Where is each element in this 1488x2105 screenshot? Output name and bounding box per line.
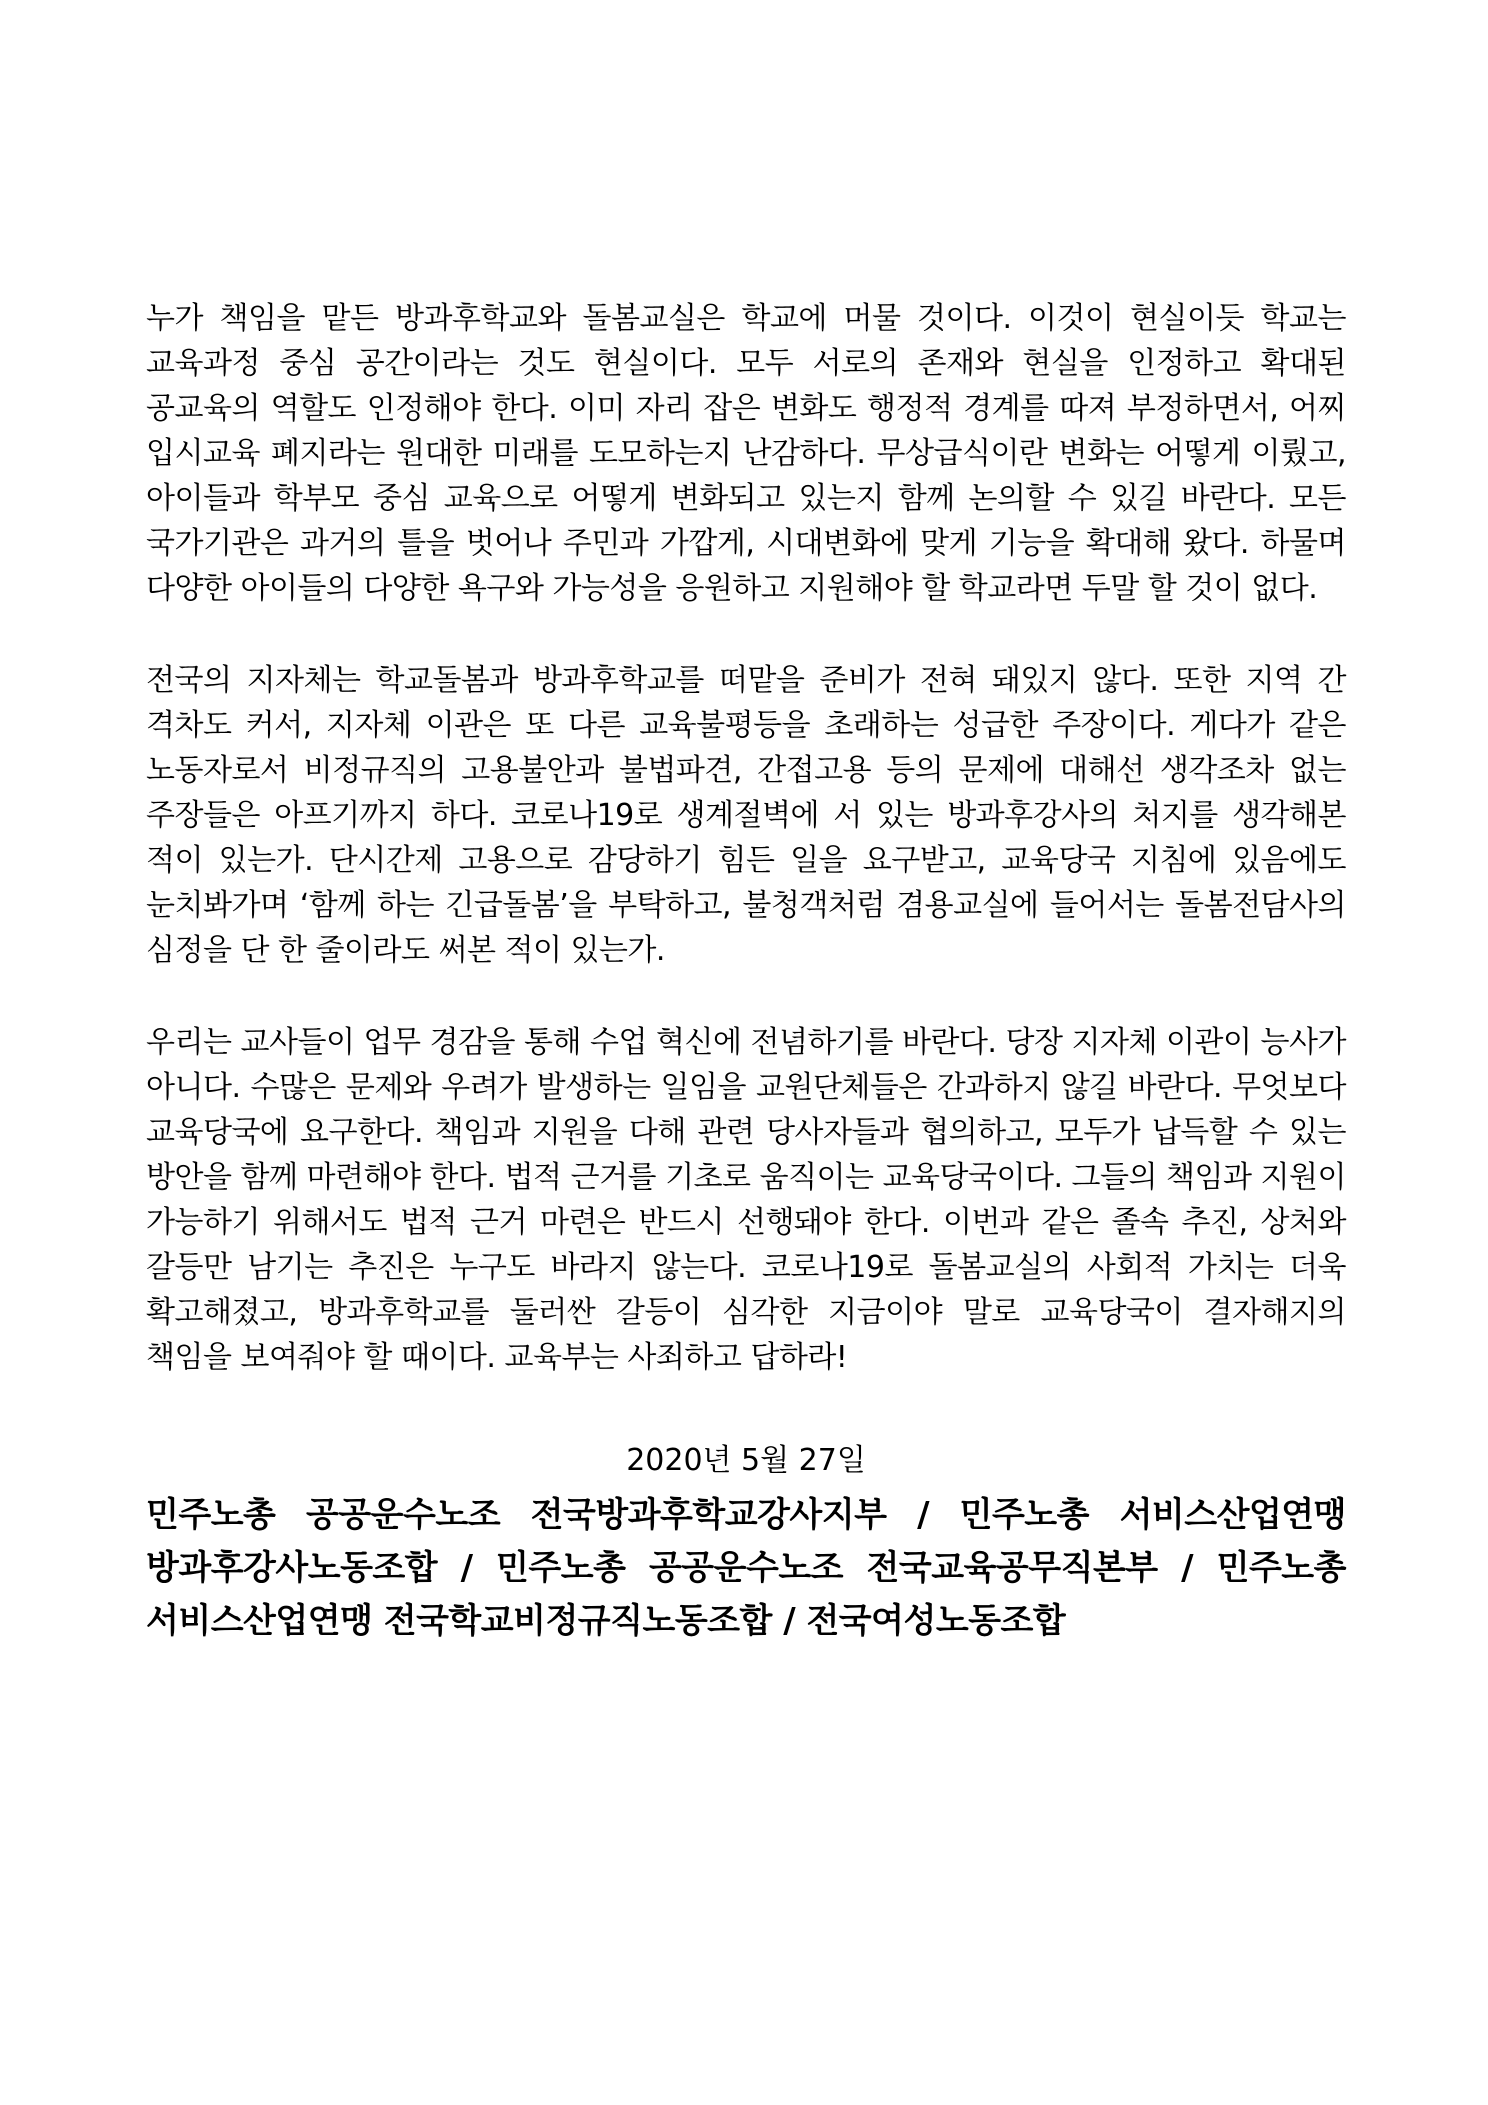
body-paragraph-2: 전국의 지자체는 학교돌봄과 방과후학교를 떠맡을 준비가 전혀 돼있지 않다. 또한 지역 간 격차도 커서, 지자체 이관은 또 다른 교육불평등을 초래하는 성급한 주장이다. 게다가 같은 노동자로서 비정규직의 고용불안과 불법파견, 간접고용 등의 문제에 대해선 생각조차 없는 주장들은 아프기까지 하다. 코로나19로 생계절벽에 서 있는 방과후강사의 처지를 생각해본 적이 있는가. 단시간제 고용으로 감당하기 힘든 일을 요구받고, 교육당국 지침에 있음에도 눈치봐가며 ‘함께 하는 긴급돌봄’을 부탁하고, 불청객처럼 겸용교실에 들어서는 돌봄전담사의 심정을 단 한 줄이라도 써본 적이 있는가. xyxy=(146,663,1346,968)
body-paragraph-3: 우리는 교사들이 업무 경감을 통해 수업 혁신에 전념하기를 바란다. 당장 지자체 이관이 능사가 아니다. 수많은 문제와 우려가 발생하는 일임을 교원단체들은 간과하지 않길 바란다. 무엇보다 교육당국에 요구한다. 책임과 지원을 다해 관련 당사자들과 협의하고, 모두가 납득할 수 있는 방안을 함께 마련해야 한다. 법적 근거를 기초로 움직이는 교육당국이다. 그들의 책임과 지원이 가능하기 위해서도 법적 근거 마련은 반드시 선행돼야 한다. 이번과 같은 졸속 추진, 상처와 갈등만 남기는 추진은 누구도 바라지 않는다. 코로나19로 돌봄교실의 사회적 가치는 더욱 확고해졌고, 방과후학교를 둘러싼 갈등이 심각한 지금이야 말로 교육당국이 결자해지의 책임을 보여줘야 할 때이다. 교육부는 사죄하고 답하라! xyxy=(146,1025,1346,1375)
statement-date: 2020년 5월 27일 xyxy=(626,1443,866,1478)
document-page xyxy=(146,296,1346,1648)
body-paragraph-1: 누가 책임을 맡든 방과후학교와 돌봄교실은 학교에 머물 것이다. 이것이 현실이듯 학교는 교육과정 중심 공간이라는 것도 현실이다. 모두 서로의 존재와 현실을 인정하고 확대된 공교육의 역할도 인정해야 한다. 이미 자리 잡은 변화도 행정적 경계를 따져 부정하면서, 어찌 입시교육 폐지라는 원대한 미래를 도모하는지 난감하다. 무상급식이란 변화는 어떻게 이뤘고, 아이들과 학부모 중심 교육으로 어떻게 변화되고 있는지 함께 논의할 수 있길 바란다. 모든 국가기관은 과거의 틀을 벗어나 주민과 가깝게, 시대변화에 맞게 기능을 확대해 왔다. 하물며 다양한 아이들의 다양한 욕구와 가능성을 응원하고 지원해야 할 학교라면 두말 할 것이 없다. xyxy=(146,301,1346,606)
signatory-organizations: 민주노총 공공운수노조 전국방과후학교강사지부 / 민주노총 서비스산업연맹 방과후강사노동조합 / 민주노총 공공운수노조 전국교육공무직본부 / 민주노총 서비스산업연맹 전국학교비정규직노동조합 / 전국여성노동조합 xyxy=(146,1495,1346,1641)
